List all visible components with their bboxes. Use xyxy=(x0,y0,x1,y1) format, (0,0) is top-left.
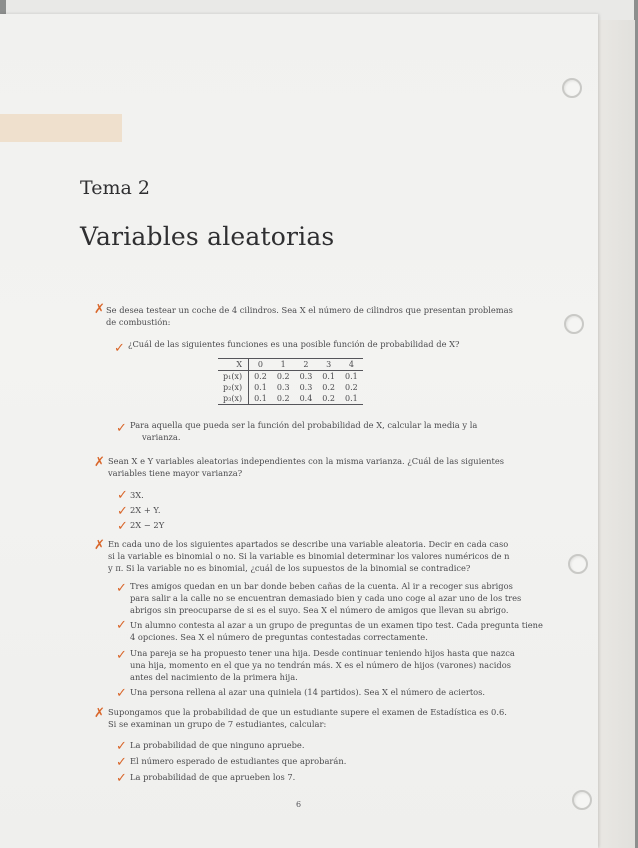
exercise-3a-line-2: para salir a la calle no se encuentran demasiado bien y cada uno coge al azar uno de los tres xyxy=(130,593,522,603)
table-header-cell: 2 xyxy=(295,359,318,371)
exercise-2-item-a: 3X. xyxy=(130,490,144,500)
table-cell: 0.4 xyxy=(295,393,318,405)
exercise-3-line-2: si la variable es binomial o no. Si la variable es binomial determinar los valores numéricos de n xyxy=(108,551,510,561)
table-cell: 0.1 xyxy=(322,372,336,381)
exercise-1-line-1: Se desea testear un coche de 4 cilindros. Sea X el número de cilindros que presentan problemas xyxy=(106,305,513,315)
table-header-cell: 1 xyxy=(272,359,295,371)
exercise-2-item-c: 2X − 2Y xyxy=(130,520,165,530)
chapter-heading: Tema 2 xyxy=(80,177,150,199)
exercise-2-line-1: Sean X e Y variables aleatorias independientes con la misma varianza. ¿Cuál de las siguientes xyxy=(108,456,505,466)
exercise-3a-line-1: Tres amigos quedan en un bar donde beben cañas de la cuenta. Al ir a recoger sus abrigos xyxy=(130,581,513,591)
table-cell: 0.1 xyxy=(249,393,272,405)
checkmark-icon: ✓ xyxy=(116,421,127,436)
table-cell: 0.1 xyxy=(254,383,267,392)
exercise-3c-line-3: antes del nacimiento de la primera hija. xyxy=(130,672,298,682)
table-cell: 0.1 xyxy=(340,393,363,405)
table-cell: 0.1 xyxy=(345,372,358,381)
exercise-3b-line-1: Un alumno contesta al azar a un grupo de preguntas de un examen tipo test. Cada pregunta tiene xyxy=(130,620,543,630)
table-header-row xyxy=(218,359,363,371)
table-cell: 0.2 xyxy=(317,393,340,405)
table-header-cell: X xyxy=(218,359,249,371)
exercise-1-line-2: de combustión: xyxy=(106,317,171,327)
table-cell: 0.2 xyxy=(254,372,267,381)
table-cell: 0.3 xyxy=(299,372,313,381)
table-header-cell: 0 xyxy=(249,359,272,371)
checkmark-icon: ✓ xyxy=(116,581,127,596)
table-cell: 0.3 xyxy=(276,383,290,392)
probability-table xyxy=(218,358,363,405)
page-title: Variables aleatorias xyxy=(80,222,335,251)
exercise-4-item-c: La probabilidad de que aprueben los 7. xyxy=(130,772,296,782)
table-cell: p₁(x) xyxy=(218,371,249,383)
checkmark-icon: ✓ xyxy=(117,488,128,503)
table-cell: p₂(x) xyxy=(218,382,249,393)
exercise-4-item-a: La probabilidad de que ninguno apruebe. xyxy=(130,740,305,750)
exercise-4-line-2: Si se examinan un grupo de 7 estudiantes, calcular: xyxy=(108,719,327,729)
table-row xyxy=(218,371,363,383)
table-cell: 0.2 xyxy=(322,383,336,392)
checkmark-icon: ✓ xyxy=(114,341,125,356)
checkmark-icon: ✓ xyxy=(116,618,127,633)
exercise-3-line-1: En cada uno de los siguientes apartados se describe una variable aleatoria. Decir en cada caso xyxy=(108,539,509,549)
checkmark-icon: ✓ xyxy=(116,648,127,663)
exercise-2-item-b: 2X + Y. xyxy=(130,505,161,515)
checkmark-icon: ✗ xyxy=(94,706,105,721)
exercise-3d-line-1: Una persona rellena al azar una quiniela (14 partidos). Sea X el número de aciertos. xyxy=(130,687,486,697)
table-row xyxy=(218,393,363,405)
exercise-3-line-3: y π. Si la variable no es binomial, ¿cuál de los supuestos de la binomial se contradice? xyxy=(108,563,471,573)
table-cell: 0.3 xyxy=(299,383,313,392)
checkmark-icon: ✓ xyxy=(117,519,128,534)
exercise-3b-line-2: 4 opciones. Sea X el número de preguntas contestadas correctamente. xyxy=(130,632,428,642)
table-cell: 0.2 xyxy=(276,372,290,381)
exercise-1a-text: ¿Cuál de las siguientes funciones es una posible función de probabilidad de X? xyxy=(128,339,460,349)
table-header-cell: 3 xyxy=(317,359,340,371)
exercise-4-line-1: Supongamos que la probabilidad de que un estudiante supere el examen de Estadística es 0.6. xyxy=(108,707,507,717)
checkmark-icon: ✓ xyxy=(116,686,127,701)
exercise-3c-line-2: una hija, momento en el que ya no tendrán más. X es el número de hijos (varones) nacidos xyxy=(130,660,511,670)
exercise-3c-line-1: Una pareja se ha propuesto tener una hija. Desde continuar teniendo hijos hasta que nazca xyxy=(130,648,515,658)
table-cell: 0.2 xyxy=(272,393,295,405)
page-number: 6 xyxy=(296,800,302,809)
checkmark-icon: ✗ xyxy=(94,455,105,470)
checkmark-icon: ✓ xyxy=(116,771,127,786)
table-cell: p₃(x) xyxy=(218,393,249,405)
table-row xyxy=(218,382,363,393)
exercise-4-item-b: El número esperado de estudiantes que aprobarán. xyxy=(130,756,347,766)
table-header-cell: 4 xyxy=(340,359,363,371)
checkmark-icon: ✓ xyxy=(116,755,127,770)
exercise-1b-line-1: Para aquella que pueda ser la función del probabilidad de X, calcular la media y la xyxy=(130,420,478,430)
table-cell: 0.2 xyxy=(345,383,358,392)
checkmark-icon: ✓ xyxy=(117,504,128,519)
exercise-1b-line-2: varianza. xyxy=(142,432,181,442)
exercise-2-line-2: variables tiene mayor varianza? xyxy=(108,468,243,478)
exercise-3a-line-3: abrigos sin preocuparse de si es el suyo. Sea X el número de amigos que llevan su abrigo. xyxy=(130,605,509,615)
checkmark-icon: ✓ xyxy=(116,739,127,754)
checkmark-icon: ✗ xyxy=(94,538,105,553)
checkmark-icon: ✗ xyxy=(94,302,105,317)
